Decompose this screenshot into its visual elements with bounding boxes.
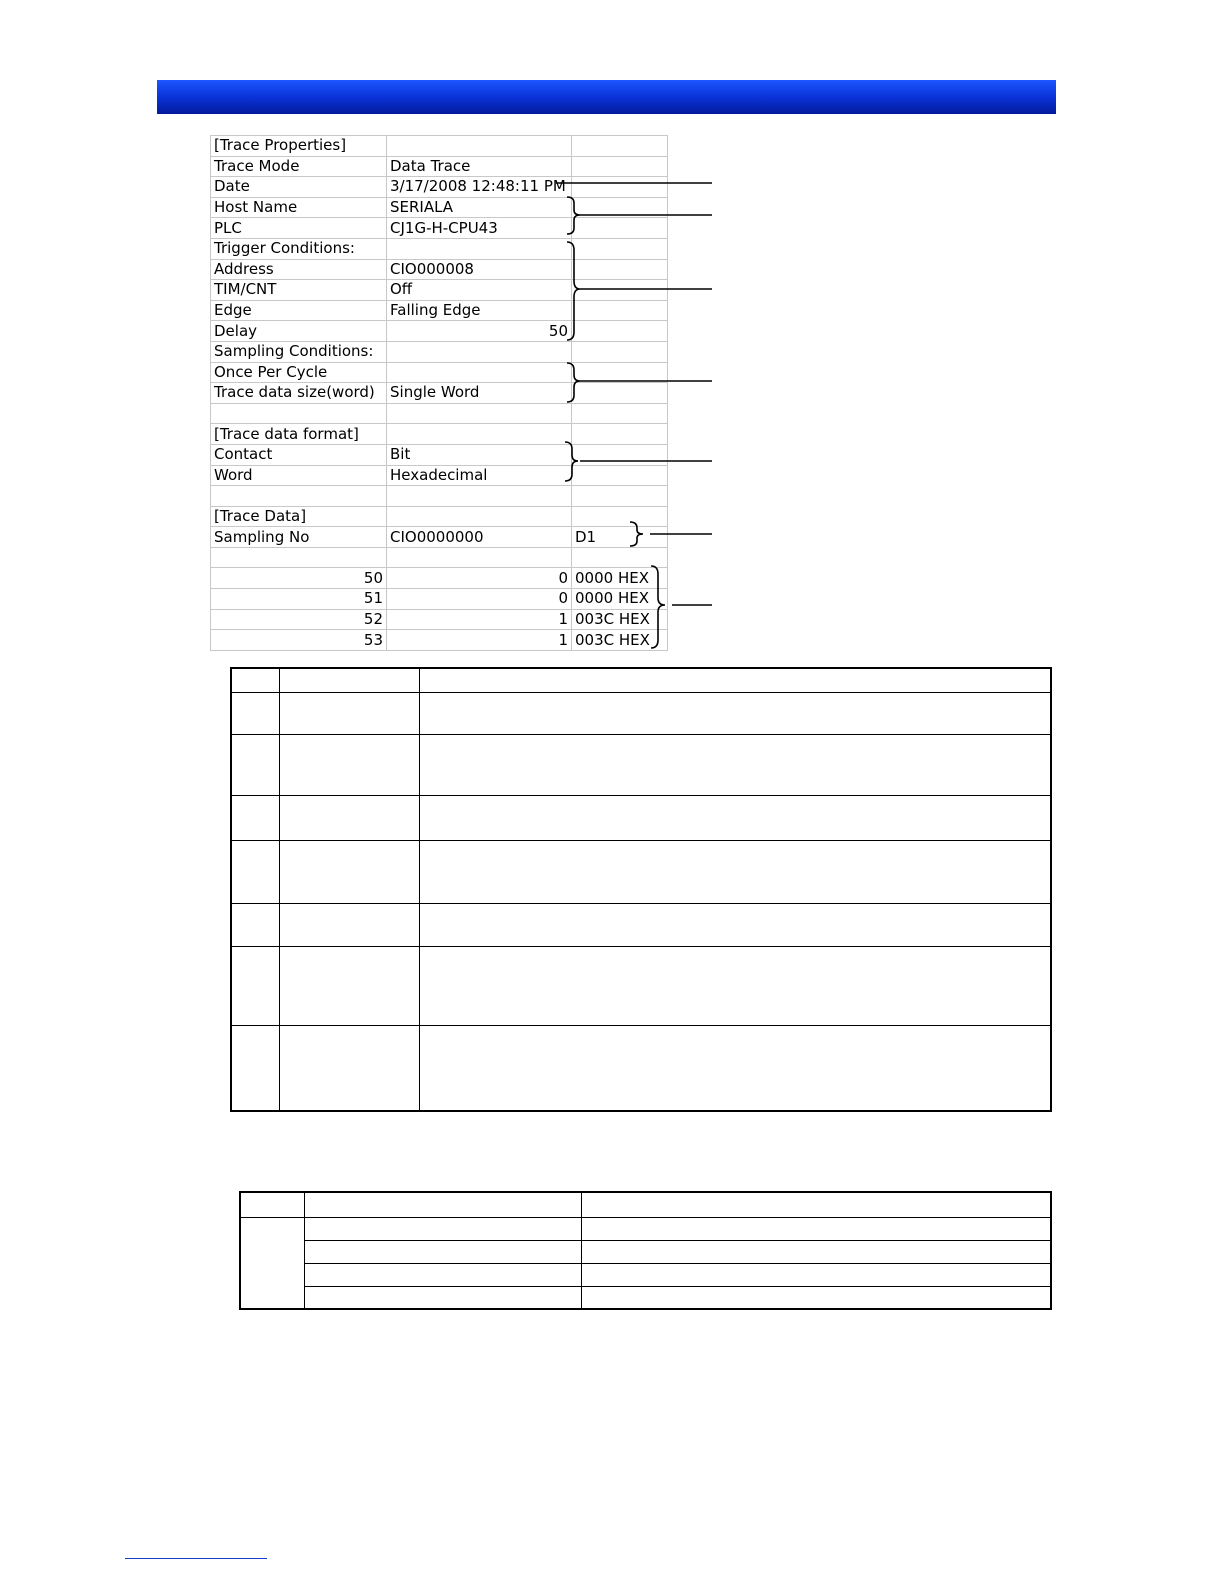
sheet-cell: Trace data size(word) (211, 383, 387, 404)
sheet-cell: Delay (211, 321, 387, 342)
table-row (240, 1240, 1051, 1263)
sheet-cell: Falling Edge (387, 300, 572, 321)
brace-sampling-conditions (567, 363, 580, 402)
sheet-cell: CJ1G-H-CPU43 (387, 218, 572, 239)
table-row (231, 734, 1051, 795)
sheet-cell: 0 (387, 589, 572, 610)
table-row (231, 1025, 1051, 1111)
sheet-cell: SERIALA (387, 197, 572, 218)
sheet-cell: D1 (572, 527, 668, 548)
sheet-cell: [Trace data format] (211, 424, 387, 445)
table-row (240, 1217, 1051, 1240)
table-row (231, 946, 1051, 1025)
brace-trace-rows (651, 566, 665, 648)
sheet-cell: Bit (387, 444, 572, 465)
sheet-cell: 53 (211, 630, 387, 651)
brace-sampling-no (630, 522, 643, 546)
sheet-cell: 0000 HEX (572, 589, 668, 610)
table-row (240, 1263, 1051, 1286)
sheet-cell: Date (211, 177, 387, 198)
brace-trace-format (565, 442, 578, 481)
sheet-cell: CIO000008 (387, 259, 572, 280)
sheet-cell: 003C HEX (572, 609, 668, 630)
sheet-cell: PLC (211, 218, 387, 239)
sheet-cell: 52 (211, 609, 387, 630)
sheet-cell: Sampling Conditions: (211, 341, 387, 362)
sheet-cell: 3/17/2008 12:48:11 PM (387, 177, 572, 198)
brace-host-plc (567, 197, 580, 234)
sheet-cell: [Trace Properties] (211, 136, 387, 157)
sheet-cell: Host Name (211, 197, 387, 218)
callout-brackets (0, 0, 1224, 700)
sheet-cell: Word (211, 465, 387, 486)
sheet-cell: Contact (211, 444, 387, 465)
sheet-cell: 50 (211, 568, 387, 589)
table-row (240, 1192, 1051, 1217)
sheet-cell: Address (211, 259, 387, 280)
table-row (231, 692, 1051, 734)
sheet-cell: 50 (387, 321, 572, 342)
sheet-cell: Hexadecimal (387, 465, 572, 486)
sheet-cell: Edge (211, 300, 387, 321)
sheet-cell: 1 (387, 630, 572, 651)
sheet-cell: 0000 HEX (572, 568, 668, 589)
sheet-cell: Single Word (387, 383, 572, 404)
callout-description-table (230, 667, 1052, 1112)
sheet-cell: 51 (211, 589, 387, 610)
sheet-cell: [Trace Data] (211, 506, 387, 527)
sheet-cell: Trigger Conditions: (211, 238, 387, 259)
brace-trigger-conditions (567, 242, 580, 340)
table-row (240, 1286, 1051, 1309)
table-row (231, 903, 1051, 946)
table-row (231, 668, 1051, 692)
table-row (231, 795, 1051, 840)
format-table (239, 1191, 1052, 1310)
sheet-cell: 1 (387, 609, 572, 630)
sheet-cell: 003C HEX (572, 630, 668, 651)
sheet-cell: Data Trace (387, 156, 572, 177)
sheet-cell: 0 (387, 568, 572, 589)
sheet-cell: CIO0000000 (387, 527, 572, 548)
sheet-cell: Trace Mode (211, 156, 387, 177)
footer-link-underline (125, 1558, 267, 1559)
sheet-cell: Off (387, 280, 572, 301)
sheet-cell: Once Per Cycle (211, 362, 387, 383)
table-row (231, 840, 1051, 903)
sheet-cell: Sampling No (211, 527, 387, 548)
sheet-cell: TIM/CNT (211, 280, 387, 301)
